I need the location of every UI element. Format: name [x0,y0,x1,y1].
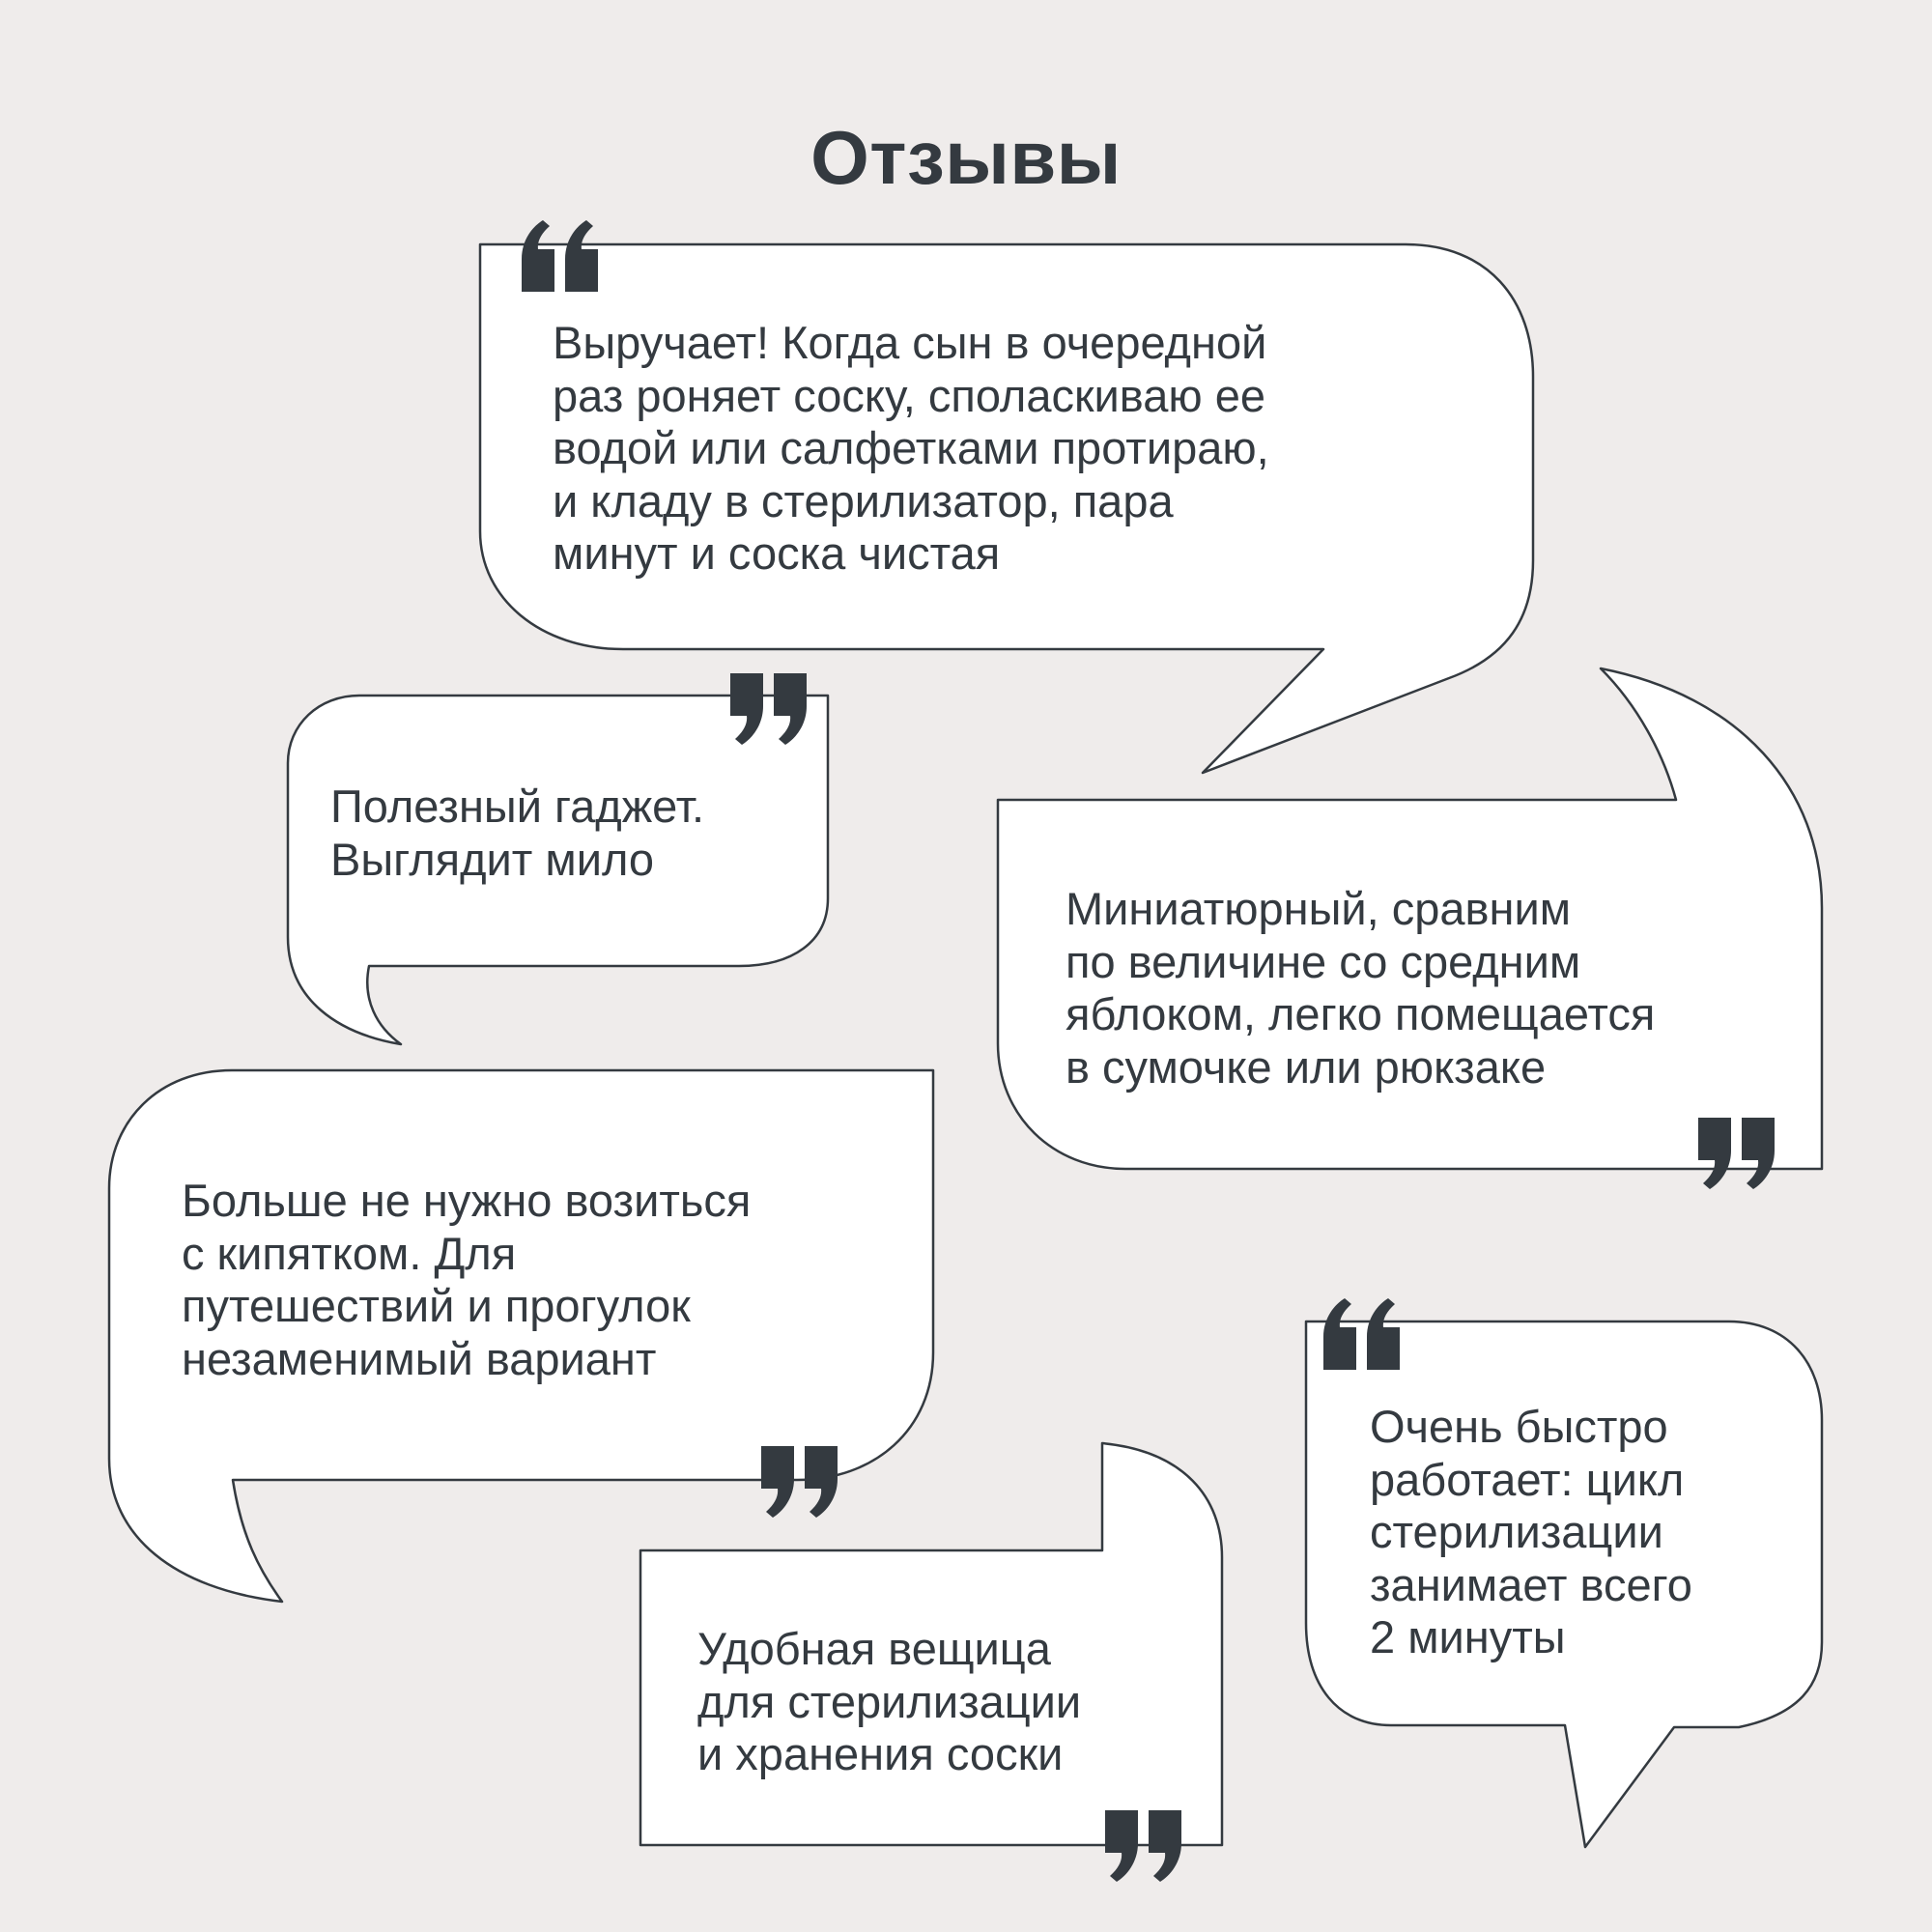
review-line: минут и соска чистая [553,527,1001,579]
review-line: Выглядит мило [330,833,655,885]
review-line: Удобная вещица [697,1623,1051,1674]
review-line: незаменимый вариант [182,1332,657,1384]
page-title: Отзывы [810,115,1122,200]
review-line: водой или салфетками протираю, [553,422,1269,473]
review-line: с кипятком. Для [182,1227,517,1279]
review-text-3 [1065,883,1655,1094]
review-line: Больше не нужно возиться [182,1175,752,1226]
review-line: Выручает! Когда сын в очередной [553,317,1267,368]
review-text-5 [697,1623,1081,1781]
review-text-1 [553,317,1269,581]
review-line: и кладу в стерилизатор, пара [553,474,1174,526]
review-text-6 [1370,1401,1692,1664]
review-line: Очень быстро [1370,1401,1668,1452]
review-line: и хранения соски [697,1728,1064,1779]
review-line: в сумочке или рюкзаке [1065,1040,1547,1093]
review-line: работает: цикл [1370,1453,1685,1505]
review-line: яблоком, легко помещается [1065,988,1656,1039]
review-line: по величине со средним [1065,935,1581,987]
review-line: Миниатюрный, сравним [1065,883,1572,934]
review-text-2 [330,781,704,886]
review-line: для стерилизации [697,1675,1082,1727]
review-line: раз роняет соску, споласкиваю ее [553,369,1265,421]
review-line: Полезный гаджет. [330,781,705,832]
review-line: 2 минуты [1370,1611,1566,1662]
review-line: занимает всего [1370,1558,1692,1610]
review-text-4 [182,1175,751,1385]
review-line: путешествий и прогулок [182,1280,691,1331]
review-line: стерилизации [1370,1506,1663,1557]
